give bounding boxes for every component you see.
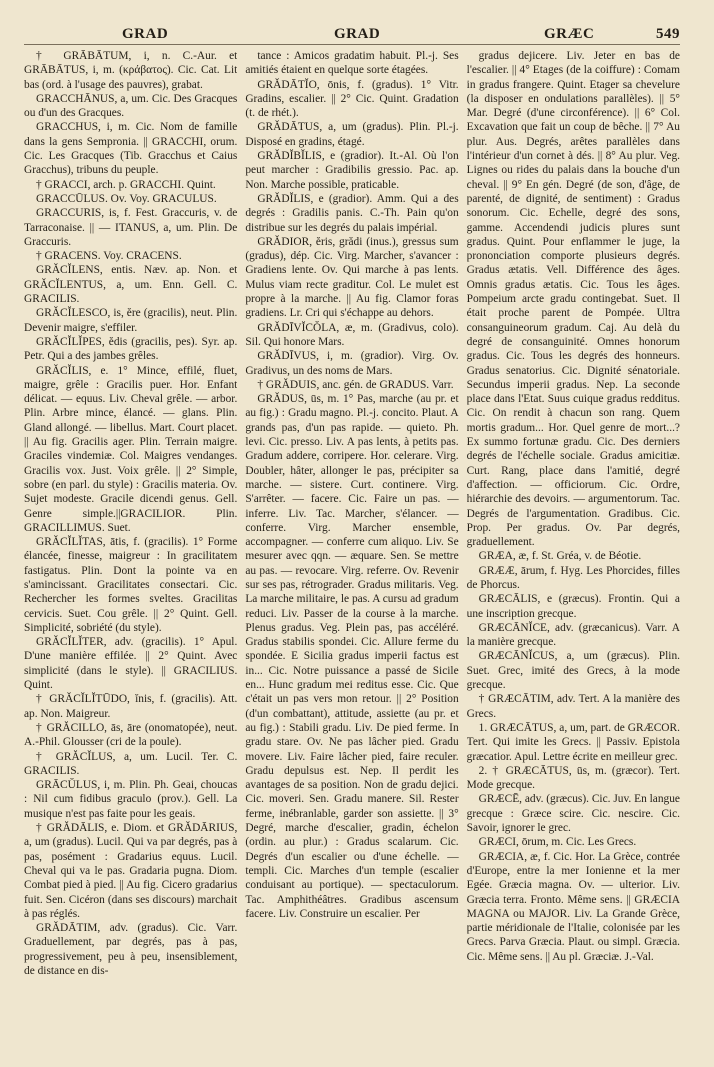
dictionary-entry: GRÆCĀNĬCUS, a, um (græcus). Plin. Suet. Grec, imité des Grecs, à la mode grecque. [466, 650, 680, 692]
dictionary-entry: GRÆCI, ōrum, m. Cic. Les Grecs. [478, 836, 637, 849]
dictionary-entry: gradus dejicere. Liv. Jeter en bas de l'escalier. || 4° Etages (de la coiffure) : Comam in gradus frangere. Quint. Etager sa chevelure (la disposer en ondulations parallèles). || 5° Mar. Degré (d'une circonférence). || 6° Col. Excavation que fait un coup de bêche. || 7° Au plur. Aus. Degrés, arêtes parallèles dans l'intérieur d'un cornet à dés. || 8° Au plur. Veg. Lignes ou rides du palais dans la bouche d'un cheval. || 9° En gén. Degré (de son, d'âge, de parenté, de dignité, de sentiment) : Gradus sonorum. Cic. Echelle, degré des sons, gamme. Accendendi judicis plures sunt gradus. Quint. Pour enflammer le juge, la prononciation comporte plusieurs degrés. Gradus ætatis. Vell. Différence des âges. Omnis gradus ætatis. Cic. Tous les âges. Pompeium arcte gradu contingebat. Suet. Il était proche parent de Pompée. Ultra consanguineorum gradum. Caj. Au delà du degré de consanguinité. Omnes honorum gradus. Cic. Tous les degrés des honneurs. Gradus senatorius. Cic. Dignité sénatoriale. Secundus imperii gradus. Nep. La seconde place dans l'Etat. Suus cuique gradus redditus. Cic. On rendit à chacun son rang. Quem mortis gradum... Hor. Quel genre de mort...? Ex summo fortunæ gradu. Cic. Des derniers degrés de l'échelle sociale. Gradus amicitiæ. Curt. Rang, place dans l'amitié, degré d'affection. — officiorum. Cic. Ordre, hiérarchie des devoirs. — argumentorum. Tac. Degrés de l'argumentation. Gradibus. Cic. Prop. Per gradus. Ov. Par degrés, graduellement. [466, 50, 680, 549]
column-left [24, 49, 237, 1053]
dictionary-entry: GRĂDĬLIS, e (gradior). Amm. Qui a des degrés : Gradilis panis. C.-Th. Pain qu'on distribue sur les degrés du palais impérial. [245, 192, 459, 234]
dictionary-entry: GRĂCĬLĬPES, ĕdis (gracilis, pes). Syr. ap. Petr. Qui a des jambes grêles. [24, 335, 238, 363]
text-columns [24, 49, 680, 1053]
dictionary-entry: tance : Amicos gradatim habuit. Pl.-j. Ses amitiés étaient en quelque sorte étagées. [245, 50, 459, 77]
dictionary-entry: GRĂCĬLĬTAS, ātis, f. (gracilis). 1° Forme élancée, finesse, maigreur : In gracilitatem fastigatus. Plin. Dont la pointe va en s'amincissant. Gracilitates consectari. Cic. Rechercher les formes sveltes. Gracilitas cervicis. Suet. Cou grêle. || 2° Quint. Gell. Simplicité, sobriété (du style). [24, 536, 238, 634]
header-left-guide-word: GRAD [122, 26, 169, 42]
dictionary-entry: GRĂDĀTUS, a, um (gradus). Plin. Pl.-j. Disposé en gradins, étagé. [245, 121, 459, 148]
dictionary-entry: GRĂDĪVUS, i, m. (gradior). Virg. Ov. Gradivus, un des noms de Mars. [245, 350, 459, 377]
dictionary-entry: GRĂDUS, ūs, m. 1° Pas, marche (au pr. et au fig.) : Gradu magno. Pl.-j. concito. Plaut. A grands pas, d'un pas rapide. — quieto. Ph. levi. Cic. presso. Liv. A pas lents, à petits pas. Gradum addere, corripere. Hor. celerare. Virg. Doubler, hâter, allonger le pas, précipiter sa marche. — sistere. Curt. continere. Virg. S'arrêter. — facere. Cic. Faire un pas. — inferre. Liv. Tac. Marcher, s'élancer. — conferre. Virg. Marcher ensemble, accompagner. — conferre cum aliquo. Liv. Se mesurer avec qqn. — æquare. Sen. Se mettre au pas. — revocare. Virg. referre. Ov. Revenir sur ses pas, rétrograder. Gradus militaris. Veg. La marche militaire, le pas. A cursu ad gradum reduci. Liv. Passer de la course à la marche. Plenus gradus. Veg. Plein pas, pas accéléré. Gradus stabilis spondei. Cic. Allure ferme du spondée. E Sicilia gradus imperii factus est in... Cic. Notre puissance a passé de Sicile en... Hunc gradum mei reditus esse. Cic. Que c'était un pas vers mon retour. || 2° Position (d'un combattant), attitude, assiette (au pr. et au fig.) : Stabili gradu. Liv. De pied ferme. In gradu stare. Ov. Ne pas lâcher pied. Gradu movere. Liv. Faire lâcher pied, faire reculer. Gradu depulsus est. Nep. Il perdit les avantages de sa position. Non de gradu dejici. Cic. moveri. Sen. Gradu manere. Sil. Rester ferme, inébranlable, garder son assiette. || 3° Degré, marche d'escalier, gradin, échelon (ordin. au plur.) : Gradus scalarum. Cic. Degrés d'un escalier ou d'une échelle. — templi. Cic. Marches d'un temple (escalier conduisant au portique). — spectaculorum. Tac. Amphithéâtres. Gradibus ascensum facere. Liv. Construire un escalier. Per [245, 393, 459, 920]
dictionary-entry: GRĂDĬBĬLIS, e (gradior). It.-Al. Où l'on peut marcher : Gradibilis gressio. Pac. ap. Non. Marche possible, praticable. [245, 150, 459, 191]
dictionary-entry: GRĂDĀTĬO, ōnis, f. (gradus). 1° Vitr. Gradins, escalier. || 2° Cic. Quint. Gradation (t. de rhét.). [245, 78, 459, 120]
dictionary-entry: † GRĂCILLO, ās, āre (onomatopée), neut. A.-Phil. Glousser (cri de la poule). [24, 721, 238, 749]
dictionary-entry: 2. † GRÆCĀTUS, ūs, m. (græcor). Tert. Mode grecque. [466, 764, 680, 792]
dictionary-entry: GRACCURIS, is, f. Fest. Graccuris, v. de Tarraconaise. || — ITANUS, a, um. Plin. De Graccuris. [24, 207, 238, 248]
dictionary-entry: GRÆCĀLIS, e (græcus). Frontin. Qui a une inscription grecque. [466, 593, 680, 620]
header-right-guide-word: GRÆC [544, 26, 595, 42]
dictionary-entry: GRĂDIOR, ĕris, grădi (inus.), gressus sum (gradus), dép. Cic. Virg. Marcher, s'avancer : Gradiens lente. Ov. Qui marche à pas lents. Mulus viam recte graditur. Col. Le mulet est propre à la marche. || Au fig. Clamor foras gradiens. Lr. Cri qui s'échappe au dehors. [245, 235, 459, 320]
column-right [467, 49, 680, 1053]
dictionary-entry: GRACCHĀNUS, a, um. Cic. Des Gracques ou d'un des Gracques. [24, 92, 238, 120]
dictionary-entry: † GRACENS. Voy. CRACENS. [36, 250, 182, 263]
dictionary-entry: † GRĀBĀTUM, i, n. C.-Aur. et GRĀBĀTUS, i, m. (κράβατος). Cic. Cat. Lit bas (ord. à l'usage des pauvres), grabat. [24, 50, 238, 91]
dictionary-entry: GRĂCĬLESCO, is, ĕre (gracilis), neut. Plin. Devenir maigre, s'effiler. [24, 307, 238, 334]
dictionary-entry: GRÆCIA, æ, f. Cic. Hor. La Grèce, contrée d'Europe, entre la mer Ionienne et la mer Egée. Græcia magna. Ov. — ulterior. Liv. Græcia terra. Fronto. Même sens. || GRÆCIA MAGNA ou MAJOR. Liv. La Grande Grèce, partie méridionale de l'Italie, colonisée par les Grecs. Parva Græcia. Plaut. ou simpl. Græcia. Cic. Même sens. || Au pl. Græciæ. J.-Val. [466, 850, 680, 963]
column-middle [245, 49, 458, 1053]
dictionary-entry: GRÆCĀNĬCE, adv. (græcanicus). Varr. A la manière grecque. [466, 621, 680, 649]
dictionary-entry: † GRÆCĀTIM, adv. Tert. A la manière des Grecs. [466, 693, 680, 720]
running-head [24, 24, 680, 45]
dictionary-entry: GRÆCĒ, adv. (græcus). Cic. Juv. En langue grecque : Græce scire. Cic. nescire. Cic. Savoir, ignorer le grec. [466, 793, 680, 835]
dictionary-entry: GRÆA, æ, f. St. Gréa, v. de Béotie. [478, 550, 642, 563]
dictionary-entry: GRACCHUS, i, m. Cic. Nom de famille dans la gens Sempronia. || GRACCHI, orum. Cic. Les Gracques (Tib. Gracchus et Caius Gracchus), tribuns du peuple. [24, 121, 238, 177]
header-center-guide-word: GRAD [334, 26, 381, 42]
dictionary-entry: GRÆÆ, ārum, f. Hyg. Les Phorcides, filles de Phorcus. [466, 564, 680, 591]
dictionary-entry: GRACCŪLUS. Ov. Voy. GRACULUS. [36, 192, 217, 205]
dictionary-entry: † GRĂCĬLĬTŪDO, ĭnis, f. (gracilis). Att. ap. Non. Maigreur. [24, 693, 238, 720]
dictionary-entry: GRĂCĬLĬTER, adv. (gracilis). 1° Apul. D'une manière effilée. || 2° Quint. Avec simplicité (dans le style). || GRACILIUS. Quint. [24, 636, 238, 692]
dictionary-entry: † GRĂCĬLUS, a, um. Lucil. Ter. C. GRACILIS. [24, 750, 238, 777]
dictionary-entry: † GRACCI, arch. p. GRACCHI. Quint. [36, 178, 216, 191]
dictionary-entry: 1. GRÆCĀTUS, a, um, part. de GRÆCOR. Tert. Qui imite les Grecs. || Passiv. Epistola græcatior. Apul. Lettre écrite en meilleur grec. [466, 721, 680, 763]
dictionary-entry: GRĂDĀTIM, adv. (gradus). Cic. Varr. Graduellement, par degrés, pas à pas, progressivement, peu à peu, insensiblement, de distance en dis- [24, 922, 238, 977]
dictionary-entry: † GRĂDĀLIS, e. Diom. et GRĂDĀRIUS, a, um (gradus). Lucil. Qui va par degrés, pas à pas, posément : Gradarius equus. Lucil. Cheval qui va le pas. Gradaria pugna. Diom. Combat pied à pied. || Au fig. Cicero gradarius fuit. Sen. Cicéron (dans ses discours) marchait à pas réglés. [24, 822, 238, 920]
dictionary-entry: GRĂDĪVĬCŎLA, æ, m. (Gradivus, colo). Sil. Qui honore Mars. [245, 321, 459, 348]
dictionary-entry: GRĂCĬLIS, e. 1° Mince, effilé, fluet, maigre, grêle : Gracilis puer. Hor. Enfant délicat. — equus. Liv. Cheval grêle. — arbor. Plin. Arbre mince, élancé. — glans. Plin. Gland allongé. — libellus. Mart. Court placet. || Au fig. Gracilis ager. Plin. Terrain maigre. Graciles vindemiæ. Col. Maigres vendanges. Gracilis vox. Just. Voix grêle. || 2° Simple, sobre (en parl. du style) : Gracilis materia. Ov. Sujet modeste. Gracile dicendi genus. Gell. Genre simple.||GRACILIOR. Plin. GRACILLIMUS. Suet. [24, 364, 238, 534]
dictionary-entry: GRĀCŬLUS, i, m. Plin. Ph. Geai, choucas : Nil cum fidibus graculo (prov.). Gell. La musique n'est pas faite pour les geais. [24, 779, 238, 820]
dictionary-entry: GRĂCĬLENS, entis. Næv. ap. Non. et GRĂCĬLENTUS, a, um. Enn. Gell. C. GRACILIS. [24, 264, 238, 306]
dictionary-entry: † GRĂDUIS, anc. gén. de GRADUS. Varr. [257, 378, 454, 391]
page-number: 549 [656, 26, 680, 42]
